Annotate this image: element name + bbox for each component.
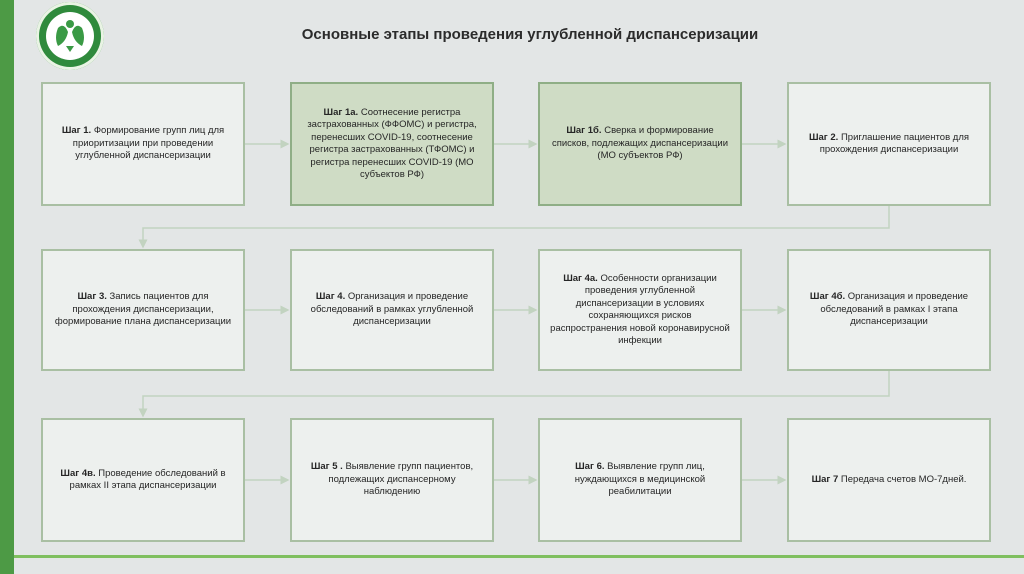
diagram-title: Основные этапы проведения углубленной диспансеризации	[301, 26, 759, 43]
step-label: Шаг 4.	[315, 291, 346, 303]
step-label: Шаг 2.	[808, 131, 839, 143]
step-text: Проведение обследований в рамках II этапа диспансеризации	[69, 467, 226, 491]
step-label: Шаг 1б.	[566, 125, 602, 137]
step-box-4a	[538, 249, 742, 371]
step-box-1a	[290, 82, 494, 206]
step-text: Особенности организации проведения углубленной диспансеризации в условиях сохраняющихся рисков распространения новой коронавирусной инфекции	[550, 272, 730, 346]
step-box-4v	[41, 418, 245, 542]
step-box-4b	[787, 249, 991, 371]
step-label: Шаг 4б.	[809, 291, 846, 303]
arrow-4b-4v	[143, 371, 889, 416]
step-label: Шаг 3.	[77, 291, 107, 303]
step-label: Шаг 4а.	[563, 272, 598, 284]
step-label: Шаг 1а.	[323, 106, 359, 118]
step-text: Выявление групп лиц, нуждающихся в медицинской реабилитации	[574, 461, 706, 498]
step-label: Шаг 4в.	[60, 467, 96, 479]
arrow-2-3	[143, 206, 889, 247]
step-text: Организация и проведение обследований в рамках углубленной диспансеризации	[310, 291, 474, 328]
step-text: Выявление групп пациентов, подлежащих диспансерному наблюдению	[328, 461, 474, 498]
step-text: Сверка и формирование списков, подлежащих диспансеризации (МО субъектов РФ)	[551, 125, 729, 162]
step-box-4	[290, 249, 494, 371]
step-box-6	[538, 418, 742, 542]
step-label: Шаг 7	[811, 473, 839, 485]
step-text: Соотнесение регистра застрахованных (ФФОМС) и регистра, перенесших COVID-19, соотнесение регистра застрахованных (ТФОМС) и регистра перенесших COVID-19 (МО субъектов РФ)	[307, 106, 477, 180]
step-box-1	[41, 82, 245, 206]
step-box-5	[290, 418, 494, 542]
step-label: Шаг 6.	[575, 461, 605, 473]
step-box-7	[787, 418, 991, 542]
step-text: Формирование групп лиц для приоритизации при проведении углубленной диспансеризации	[72, 125, 225, 162]
step-label: Шаг 1.	[61, 125, 92, 137]
step-text: Запись пациентов для прохождения диспансеризации, формирование плана диспансеризации	[54, 291, 232, 328]
step-box-2	[787, 82, 991, 206]
step-box-1b	[538, 82, 742, 206]
step-box-3	[41, 249, 245, 371]
step-text: Организация и проведение обследований в рамках I этапа диспансеризации	[820, 291, 969, 328]
step-text: Передача счетов МО-7дней.	[840, 473, 967, 485]
step-text: Приглашение пациентов для прохождения диспансеризации	[819, 131, 970, 155]
step-label: Шаг 5 .	[310, 461, 343, 473]
